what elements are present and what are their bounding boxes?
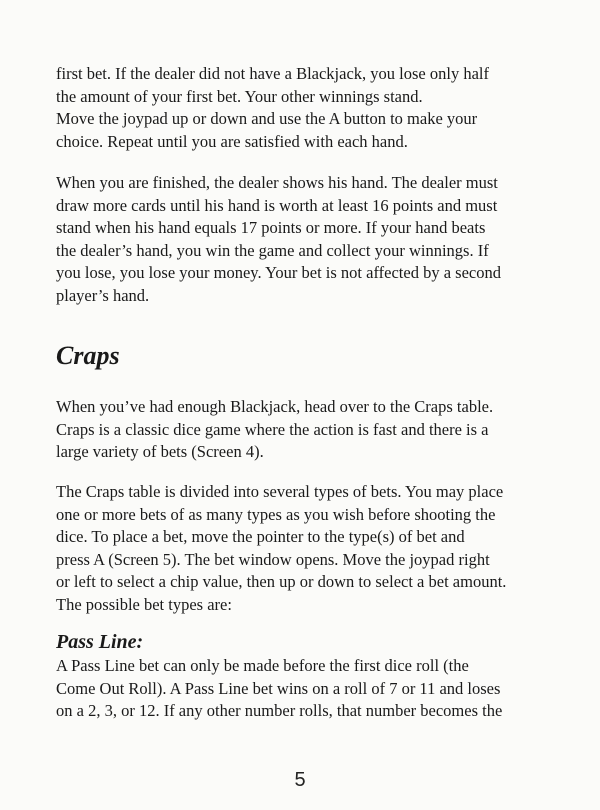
text-line: dice. To place a bet, move the pointer to the type(s) of bet and (56, 527, 465, 546)
text-line: Come Out Roll). A Pass Line bet wins on a roll of 7 or 11 and loses (56, 678, 501, 698)
section-heading-craps: Craps (56, 341, 120, 370)
text-line: The Craps table is divided into several types of bets. You may place (56, 482, 504, 501)
text-line: Move the joypad up or down and use the A button to make your (56, 109, 478, 128)
text-line: or left to select a chip value, then up or down to select a bet amount. (56, 572, 507, 591)
subheading-pass-line: Pass Line: (56, 631, 144, 653)
text-line: When you are finished, the dealer shows his hand. The dealer must (56, 173, 498, 192)
text-line: you lose, you lose your money. Your bet is not affected by a second (56, 263, 501, 282)
text-line: The possible bet types are: (56, 594, 232, 614)
text-line: draw more cards until his hand is worth at least 16 points and must (56, 195, 498, 215)
text-line: the amount of your first bet. Your other winnings stand. (56, 86, 423, 106)
text-line: Craps is a classic dice game where the action is fast and there is a (56, 419, 489, 439)
text-line: When you’ve had enough Blackjack, head over to the Craps table. (56, 397, 494, 416)
text-line: stand when his hand equals 17 points or more. If your hand beats (56, 218, 486, 237)
paragraph-craps-intro (56, 396, 576, 464)
text-line: one or more bets of as many types as you wish before shooting the (56, 504, 496, 524)
text-line: A Pass Line bet can only be made before the first dice roll (the (56, 656, 469, 675)
text-line: first bet. If the dealer did not have a Blackjack, you lose only half (56, 64, 489, 83)
text-line: the dealer’s hand, you win the game and collect your winnings. If (56, 240, 489, 260)
paragraph-craps-table (56, 481, 576, 616)
text-line: large variety of bets (Screen 4). (56, 442, 264, 461)
text-line: on a 2, 3, or 12. If any other number rolls, that number becomes the (56, 701, 503, 720)
text-line: player’s hand. (56, 285, 150, 305)
page-number: 5 (294, 769, 306, 791)
paragraph-dealer-hand (56, 172, 576, 307)
text-line: press A (Screen 5). The bet window opens. Move the joypad right (56, 549, 490, 569)
paragraph-split-result (56, 63, 576, 153)
text-line: choice. Repeat until you are satisfied with each hand. (56, 131, 408, 151)
paragraph-pass-line (56, 655, 576, 723)
